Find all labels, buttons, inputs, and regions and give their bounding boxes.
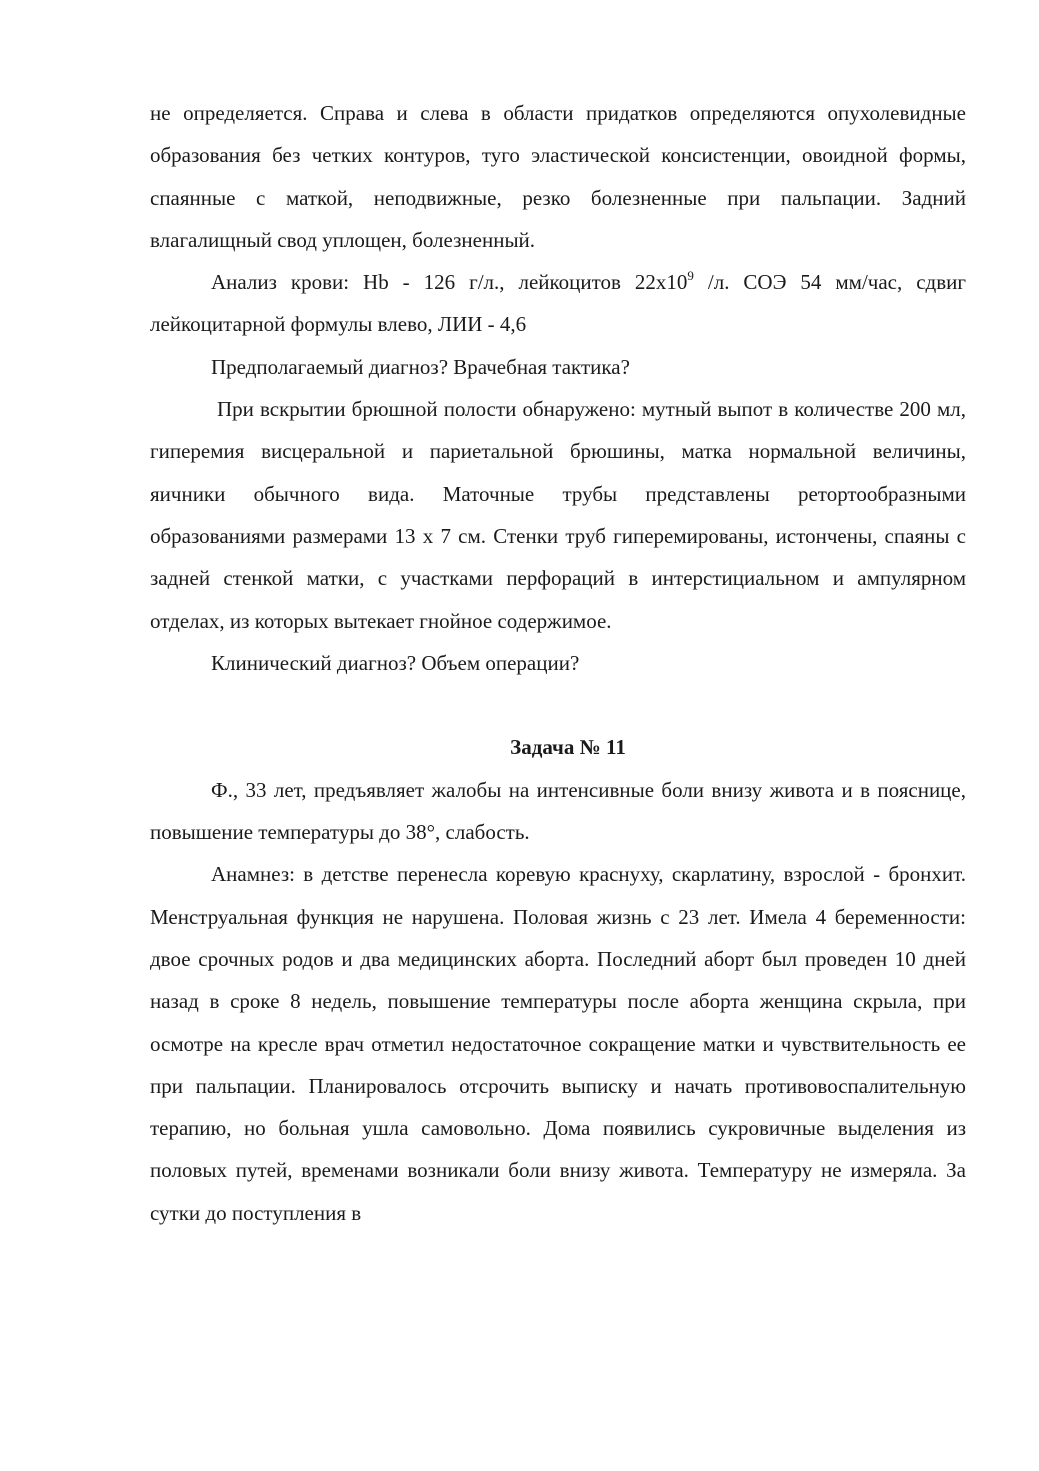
paragraph-complaints: Ф., 33 лет, предъявляет жалобы на интенсивные боли внизу живота и в пояснице, повышение температуры до 38°, слабость. — [150, 777, 966, 845]
paragraph-question-diagnosis: Предполагаемый диагноз? Врачебная тактика? — [211, 354, 630, 379]
task-heading: Задача № 11 — [510, 735, 626, 760]
document-page — [150, 92, 966, 1234]
paragraph-question-clinical: Клинический диагноз? Объем операции? — [211, 650, 580, 675]
paragraph-exam-findings: не определяется. Справа и слева в области придатков определяются опухолевидные образования без четких контуров, туго эластической консистенции, овоидной формы, спаянные с маткой, неподвижные, резко болезненные при пальпации. Задний влагалищный свод уплощен, болезненный. — [150, 101, 966, 252]
paragraph-anamnesis: Анамнез: в детстве перенесла коревую краснуху, скарлатину, взрослой - бронхит. Менструальная функция не нарушена. Половая жизнь с 23 лет. Имела 4 беременности: двое срочных родов и два медицинских аборта. Последний аборт был проведен 10 дней назад в сроке 8 недель, повышение температуры после аборта женщина скрыла, при осмотре на кресле врач отметил недостаточное сокращение матки и чувствительность ее при пальпации. Планировалось отсрочить выписку и начать противовоспалительную терапию, но больная ушла самовольно. Дома появились сукровичные выделения из половых путей, временами возникали боли внизу живота. Температуру не измеряла. За сутки до поступления в — [150, 862, 966, 1225]
paragraph-blood-test — [150, 261, 966, 346]
blood-test-text-end: /л. СОЭ 54 мм/час, сдвиг лейкоцитарной формулы влево, ЛИИ - 4,6 — [150, 270, 966, 337]
paragraph-surgery-findings: При вскрытии брюшной полости обнаружено: мутный выпот в количестве 200 мл, гиперемия висцеральной и париетальной брюшины, матка нормальной величины, яичники обычного вида. Маточные трубы представлены ретортообразными образованиями размерами 13 х 7 см. Стенки труб гиперемированы, истончены, спаяны с задней стенкой матки, с участками перфораций в интерстициальном и ампулярном отделах, из которых вытекает гнойное содержимое. — [150, 397, 966, 633]
blood-test-text-start: Анализ крови: Hb - 126 г/л., лейкоцитов 22х10 — [211, 270, 688, 295]
blood-test-exponent: 9 — [687, 268, 694, 284]
section-spacer — [150, 684, 966, 726]
